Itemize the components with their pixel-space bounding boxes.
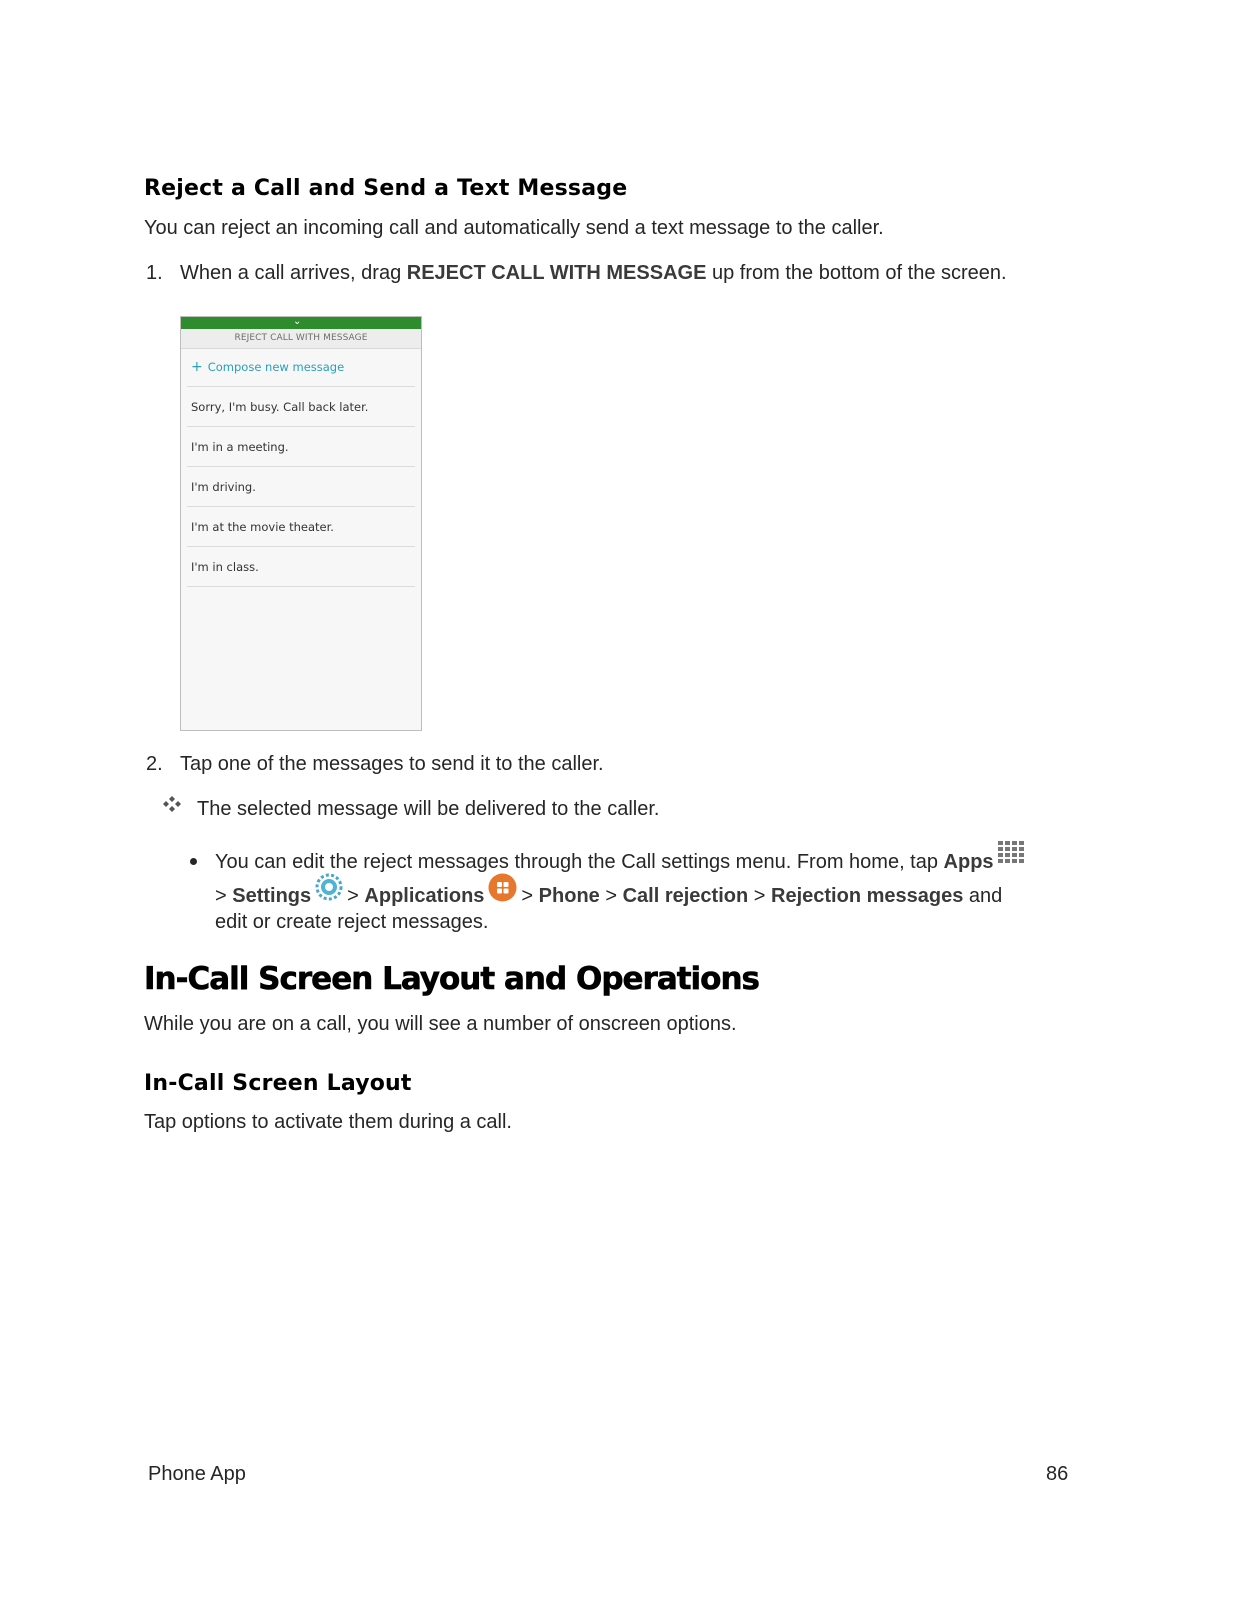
separator: > bbox=[215, 885, 227, 907]
message-item[interactable]: I'm in a meeting. bbox=[187, 428, 415, 467]
section-intro: You can reject an incoming call and automatically send a text message to the caller. bbox=[144, 217, 884, 239]
step-number: 2. bbox=[146, 753, 163, 775]
separator: > bbox=[605, 885, 618, 907]
step-2 bbox=[146, 753, 604, 776]
section-heading-reject-call: Reject a Call and Send a Text Message bbox=[144, 176, 628, 201]
tip-icon bbox=[161, 795, 183, 817]
chevron-down-icon: ⌄ bbox=[293, 316, 302, 327]
compose-label: Compose new message bbox=[207, 360, 345, 374]
bullet-text: You can edit the reject messages through the Call settings menu. From home, tap bbox=[215, 851, 944, 873]
subheading-in-call-layout: In-Call Screen Layout bbox=[144, 1071, 412, 1096]
plus-icon: + bbox=[191, 359, 203, 375]
bullet-icon bbox=[190, 858, 197, 865]
step-text: When a call arrives, drag bbox=[180, 262, 407, 284]
settings-gear-icon bbox=[315, 873, 343, 901]
applications-icon bbox=[488, 873, 517, 902]
separator: > bbox=[347, 885, 359, 907]
section-heading-in-call: In-Call Screen Layout and Operations bbox=[144, 961, 759, 997]
apps-icon bbox=[998, 841, 1028, 871]
apps-label: Apps bbox=[943, 851, 994, 873]
reject-call-with-message-label: REJECT CALL WITH MESSAGE bbox=[406, 262, 707, 284]
step-1 bbox=[146, 262, 1007, 285]
rejection-messages-label: Rejection messages bbox=[771, 885, 964, 907]
message-item[interactable]: I'm in class. bbox=[187, 548, 415, 587]
applications-label: Applications bbox=[364, 885, 485, 907]
phone-header: REJECT CALL WITH MESSAGE bbox=[181, 329, 421, 349]
tip-text: The selected message will be delivered to the caller. bbox=[197, 798, 660, 820]
separator: > bbox=[753, 885, 766, 907]
settings-label: Settings bbox=[232, 885, 312, 907]
message-item[interactable]: Sorry, I'm busy. Call back later. bbox=[187, 388, 415, 427]
reject-message-screenshot bbox=[180, 316, 422, 731]
footer-chapter: Phone App bbox=[148, 1463, 246, 1485]
compose-new-message-item[interactable] bbox=[187, 348, 415, 387]
page-number: 86 bbox=[1046, 1463, 1069, 1485]
message-item[interactable]: I'm at the movie theater. bbox=[187, 508, 415, 547]
step-text-tail: up from the bottom of the screen. bbox=[706, 262, 1007, 284]
message-item[interactable]: I'm driving. bbox=[187, 468, 415, 507]
section2-intro: While you are on a call, you will see a number of onscreen options. bbox=[144, 1013, 737, 1035]
step-text: Tap one of the messages to send it to the caller. bbox=[180, 753, 604, 775]
bullet-line-3: edit or create reject messages. bbox=[215, 911, 489, 933]
bullet-line-2 bbox=[215, 885, 1002, 908]
and-text: and bbox=[963, 885, 1003, 907]
bullet-line-1 bbox=[215, 851, 1028, 874]
step-number: 1. bbox=[146, 262, 163, 284]
separator: > bbox=[521, 885, 534, 907]
call-rejection-label: Call rejection bbox=[622, 885, 749, 907]
phone-label: Phone bbox=[538, 885, 600, 907]
subheading-intro: Tap options to activate them during a call. bbox=[144, 1111, 512, 1133]
